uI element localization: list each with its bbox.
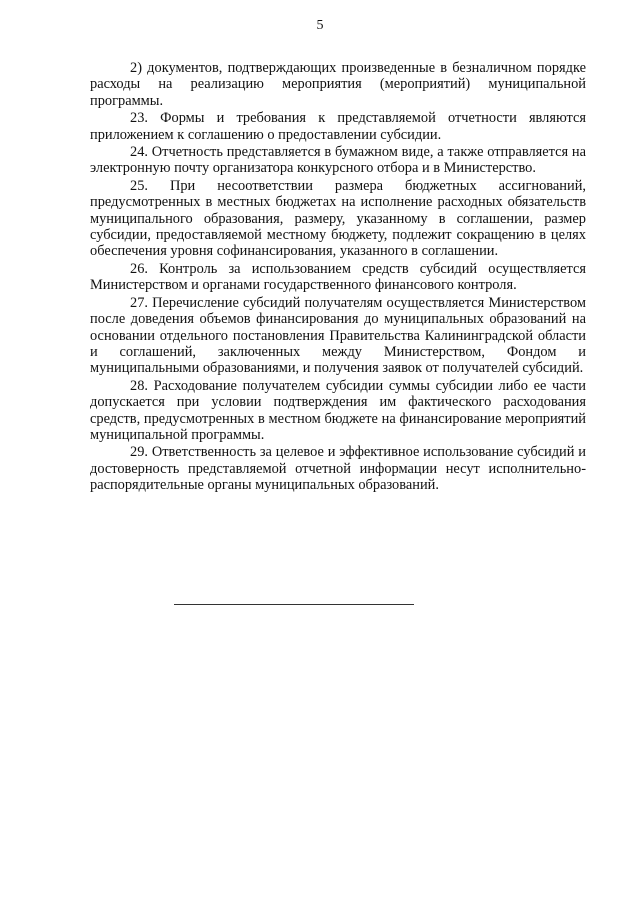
paragraph-27: 27. Перечисление субсидий получателям осуществляется Министерством после доведения объемов финансирования до муниципальных образований на основании отдельного постановления Правительства Калининградской области и соглашений, заключенных между Министерством, Фондом и муниципальными образованиями, и получения заявок от получателей субсидий. bbox=[90, 294, 586, 377]
paragraph-28: 28. Расходование получателем субсидии суммы субсидии либо ее части допускается при условии подтверждения им фактического расходования средств, предусмотренных в местном бюджете на финансирование мероприятий муниципальной программы. bbox=[90, 377, 586, 443]
end-separator-line bbox=[174, 604, 414, 605]
paragraph-24: 24. Отчетность представляется в бумажном виде, а также отправляется на электронную почту организатора конкурсного отбора и в Министерство. bbox=[90, 144, 586, 177]
paragraph-26: 26. Контроль за использованием средств субсидий осуществляется Министерством и органами государственного финансового контроля. bbox=[90, 260, 586, 294]
paragraph-item-2: 2) документов, подтверждающих произведенные в безналичном порядке расходы на реализацию мероприятия (мероприятий) муниципальной программы. bbox=[90, 60, 586, 109]
page-number: 5 bbox=[316, 18, 324, 33]
paragraph-29: 29. Ответственность за целевое и эффективное использование субсидий и достоверность представляемой отчетной информации несут исполнительно-распорядительные органы муниципальных образований. bbox=[90, 444, 586, 494]
paragraph-23: 23. Формы и требования к представляемой отчетности являются приложением к соглашению о предоставлении субсидии. bbox=[90, 110, 586, 143]
paragraph-25: 25. При несоответствии размера бюджетных ассигнований, предусмотренных в местных бюджетах на исполнение расходных обязательств муниципального образования, размеру, указанному в соглашении, размер субсидии, предоставляемой местному бюджету, подлежит сокращению в целях обеспечения уровня софинансирования, указанного в соглашении. bbox=[90, 177, 586, 260]
document-body bbox=[90, 60, 586, 494]
